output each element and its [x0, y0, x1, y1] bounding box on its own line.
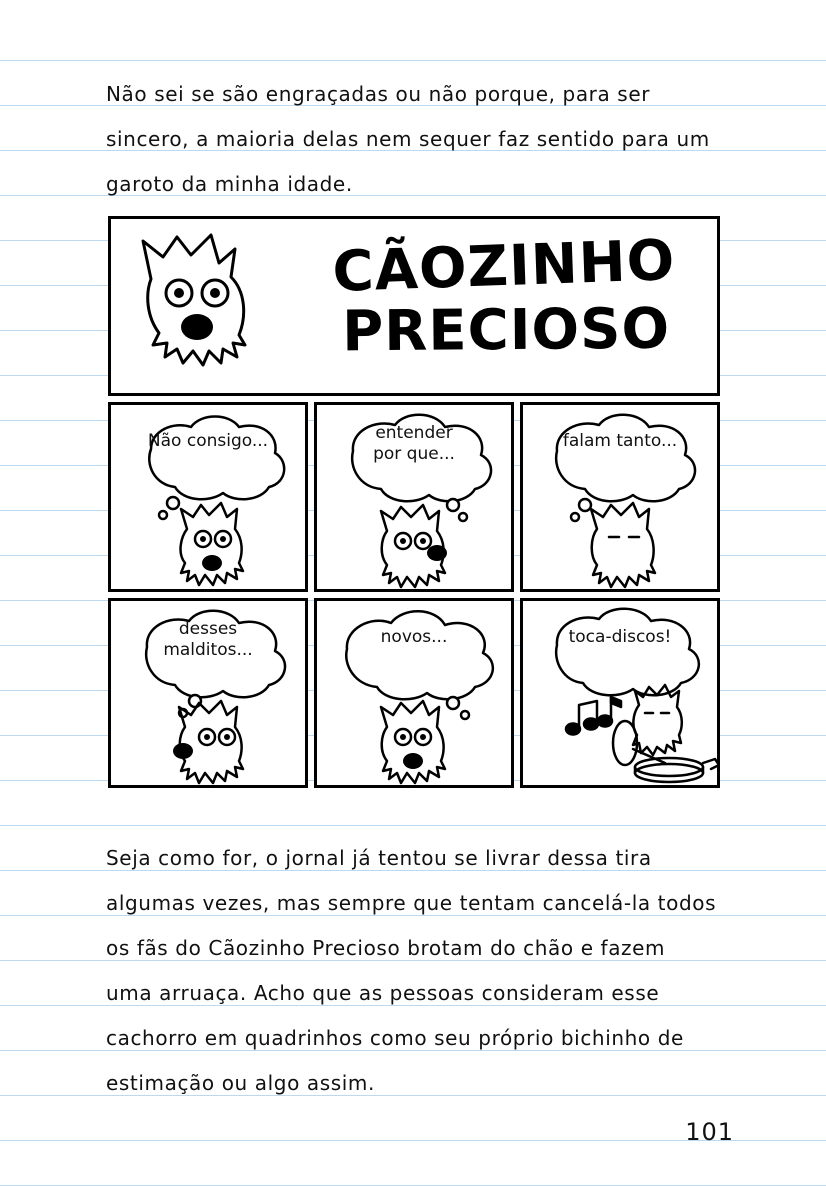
thought-bubble-and-dog-icon	[317, 405, 514, 592]
page-number: 101	[685, 1118, 734, 1146]
paragraph-top	[106, 72, 746, 207]
paragraph-bottom-line: os fãs do Cãozinho Precioso brotam do chão e fazem	[106, 936, 666, 960]
panel-5-bubble-text: novos...	[380, 627, 448, 647]
panel-4-bubble-line2: malditos...	[163, 640, 253, 660]
thought-bubble-and-dog-icon	[111, 405, 308, 592]
comic-strip	[108, 216, 720, 794]
paragraph-bottom-line: cachorro em quadrinhos como seu próprio bichinho de	[106, 1026, 684, 1050]
comic-panel-3	[520, 402, 720, 592]
comic-panel-1	[108, 402, 308, 592]
paragraph-bottom-line: estimação ou algo assim.	[106, 1071, 375, 1095]
panel-2-bubble-line1: entender	[375, 423, 453, 443]
panel-1-bubble-text: Não consigo...	[147, 431, 269, 451]
dog-head-large-icon	[111, 219, 311, 396]
comic-title	[303, 228, 707, 370]
rule-line	[0, 825, 826, 826]
paragraph-bottom-line: Seja como for, o jornal já tentou se livrar dessa tira	[106, 846, 652, 870]
panel-4-bubble-line1: desses	[178, 619, 238, 639]
rule-line	[0, 60, 826, 61]
thought-bubble-dog-and-gramophone-icon	[523, 601, 720, 788]
paragraph-bottom-line: algumas vezes, mas sempre que tentam cancelá-la todos	[106, 891, 717, 915]
thought-bubble-and-dog-icon	[523, 405, 720, 592]
comic-row-1	[108, 402, 720, 592]
comic-row-2	[108, 598, 720, 788]
panel-3-bubble-text: falam tanto...	[562, 431, 678, 451]
comic-panel-6	[520, 598, 720, 788]
panel-6-bubble-text: toca-discos!	[568, 627, 672, 647]
paragraph-bottom-line: uma arruaça. Acho que as pessoas consideram esse	[106, 981, 660, 1005]
paragraph-top-line: Não sei se são engraçadas ou não porque, para ser	[106, 82, 651, 106]
comic-title-line1: CÃOZINHO	[331, 228, 677, 305]
paragraph-bottom	[106, 836, 746, 1106]
comic-title-panel	[108, 216, 720, 396]
thought-bubble-and-dog-icon	[111, 601, 308, 788]
paragraph-top-line: sincero, a maioria delas nem sequer faz sentido para um	[106, 127, 710, 151]
comic-panel-2	[314, 402, 514, 592]
comic-panel-5	[314, 598, 514, 788]
thought-bubble-and-dog-icon	[317, 601, 514, 788]
comic-title-line2: PRECIOSO	[341, 296, 671, 365]
paragraph-top-line: garoto da minha idade.	[106, 172, 353, 196]
panel-2-bubble-line2: por que...	[373, 444, 455, 464]
comic-panel-4	[108, 598, 308, 788]
